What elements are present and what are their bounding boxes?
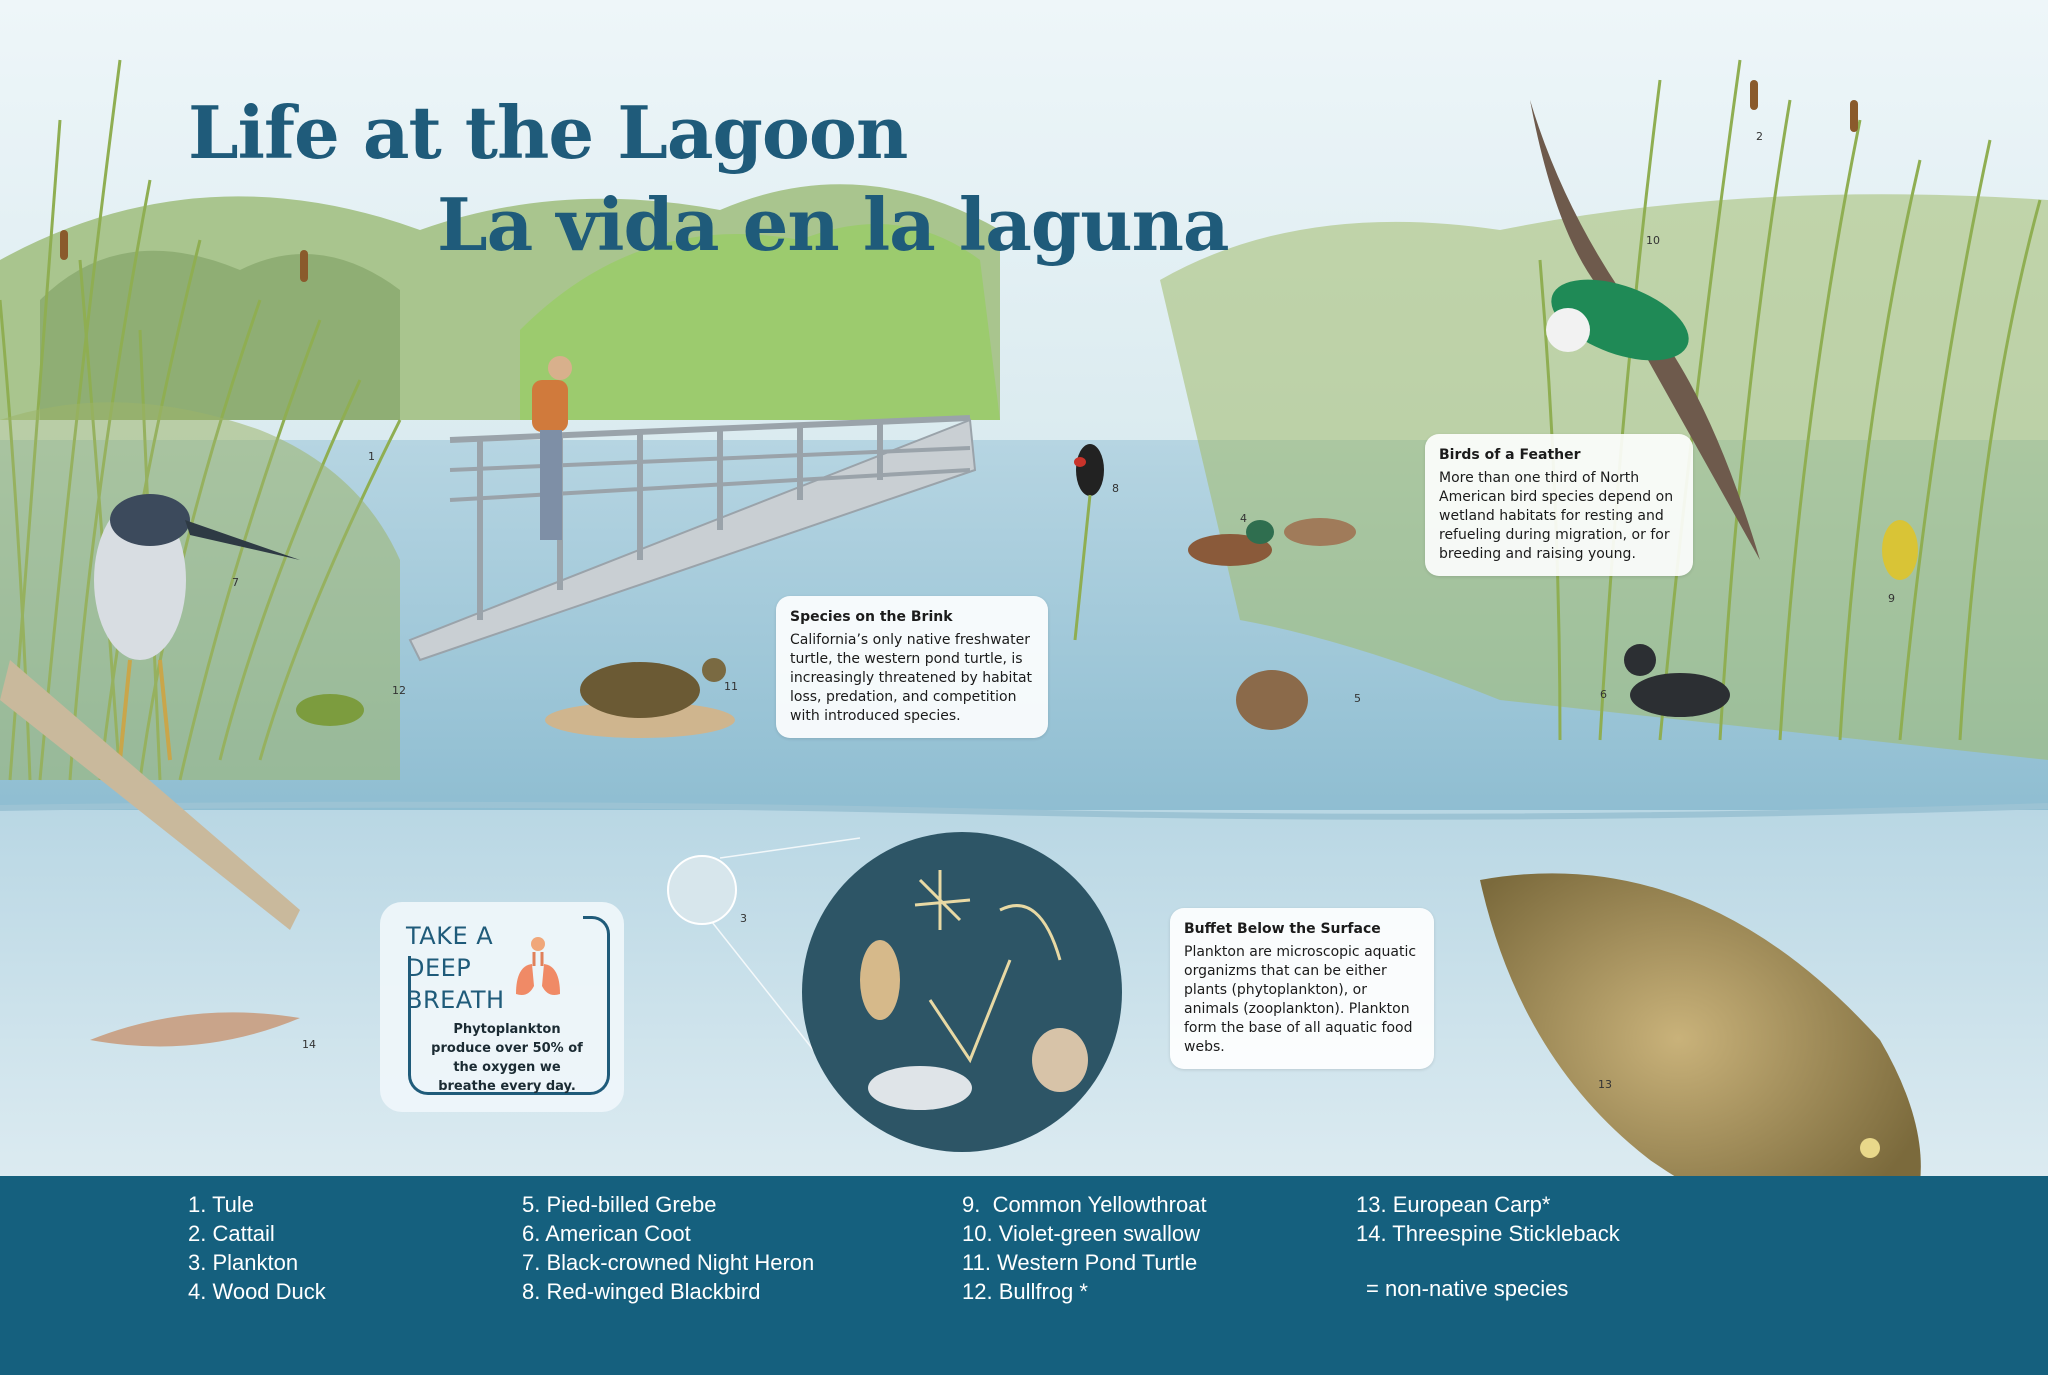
marker-8: 8	[1112, 482, 1119, 495]
legend-item: 7. Black-crowned Night Heron	[522, 1250, 815, 1275]
callout-heading: Birds of a Feather	[1439, 447, 1581, 463]
legend-item: 9. Common Yellowthroat	[962, 1192, 1207, 1217]
legend-column-2	[522, 1190, 814, 1306]
marker-4: 4	[1240, 512, 1247, 525]
legend-item: 2. Cattail	[188, 1221, 275, 1246]
marker-6: 6	[1600, 688, 1607, 701]
birds-of-a-feather-callout	[1425, 434, 1693, 576]
legend-column-4	[1356, 1190, 1620, 1248]
marker-12: 12	[392, 684, 406, 697]
marker-7: 7	[232, 576, 239, 589]
marker-11: 11	[724, 680, 738, 693]
legend-item: 3. Plankton	[188, 1250, 299, 1275]
take-a-deep-breath-box	[380, 902, 624, 1112]
callout-heading: Species on the Brink	[790, 609, 953, 625]
common-yellowthroat	[1882, 520, 1918, 580]
legend-item: 10. Violet-green swallow	[962, 1221, 1201, 1246]
breath-heading: TAKE A DEEP BREATH	[406, 922, 505, 1014]
legend-item: 14. Threespine Stickleback	[1356, 1221, 1620, 1246]
callout-body: Plankton are microscopic aquatic organizms that can be either plants (phytoplankton), or animals (zooplankton). Plankton form the base of all aquatic food webs.	[1184, 944, 1417, 1055]
lungs-icon	[510, 936, 566, 1000]
title-english: Life at the Lagoon	[188, 90, 908, 175]
buffet-below-surface-callout	[1170, 908, 1434, 1069]
callout-heading: Buffet Below the Surface	[1184, 921, 1381, 937]
marker-5: 5	[1354, 692, 1361, 705]
callout-body: More than one third of North American bird species depend on wetland habitats for resting and refueling during migration, or for breeding and raising young.	[1439, 470, 1674, 562]
marker-13: 13	[1598, 1078, 1612, 1091]
legend-item: 11. Western Pond Turtle	[962, 1250, 1198, 1275]
marker-3: 3	[740, 912, 747, 925]
marker-9: 9	[1888, 592, 1895, 605]
marker-10: 10	[1646, 234, 1660, 247]
marker-14: 14	[302, 1038, 316, 1051]
species-legend	[0, 1176, 2048, 1375]
pied-billed-grebe	[1236, 670, 1308, 730]
bullfrog	[296, 694, 364, 726]
legend-item: 6. American Coot	[522, 1221, 691, 1246]
legend-column-3	[962, 1190, 1207, 1306]
non-native-note: = non-native species	[1366, 1276, 1569, 1301]
legend-item: 8. Red-winged Blackbird	[522, 1279, 761, 1304]
legend-item: 1. Tule	[188, 1192, 255, 1217]
legend-item: 5. Pied-billed Grebe	[522, 1192, 717, 1217]
species-on-the-brink-callout	[776, 596, 1048, 738]
legend-item: 12. Bullfrog *	[962, 1279, 1088, 1304]
legend-item: 4. Wood Duck	[188, 1279, 326, 1304]
legend-column-1	[188, 1190, 326, 1306]
title-spanish: La vida en la laguna	[437, 182, 1229, 267]
breath-body: Phytoplankton produce over 50% of the oxygen we breathe every day.	[431, 1022, 583, 1094]
marker-1: 1	[368, 450, 375, 463]
marker-2: 2	[1756, 130, 1763, 143]
legend-item: 13. European Carp*	[1356, 1192, 1551, 1217]
callout-body: California’s only native freshwater turtle, the western pond turtle, is increasingly threatened by habitat loss, predation, and competition with introduced species.	[790, 632, 1033, 724]
